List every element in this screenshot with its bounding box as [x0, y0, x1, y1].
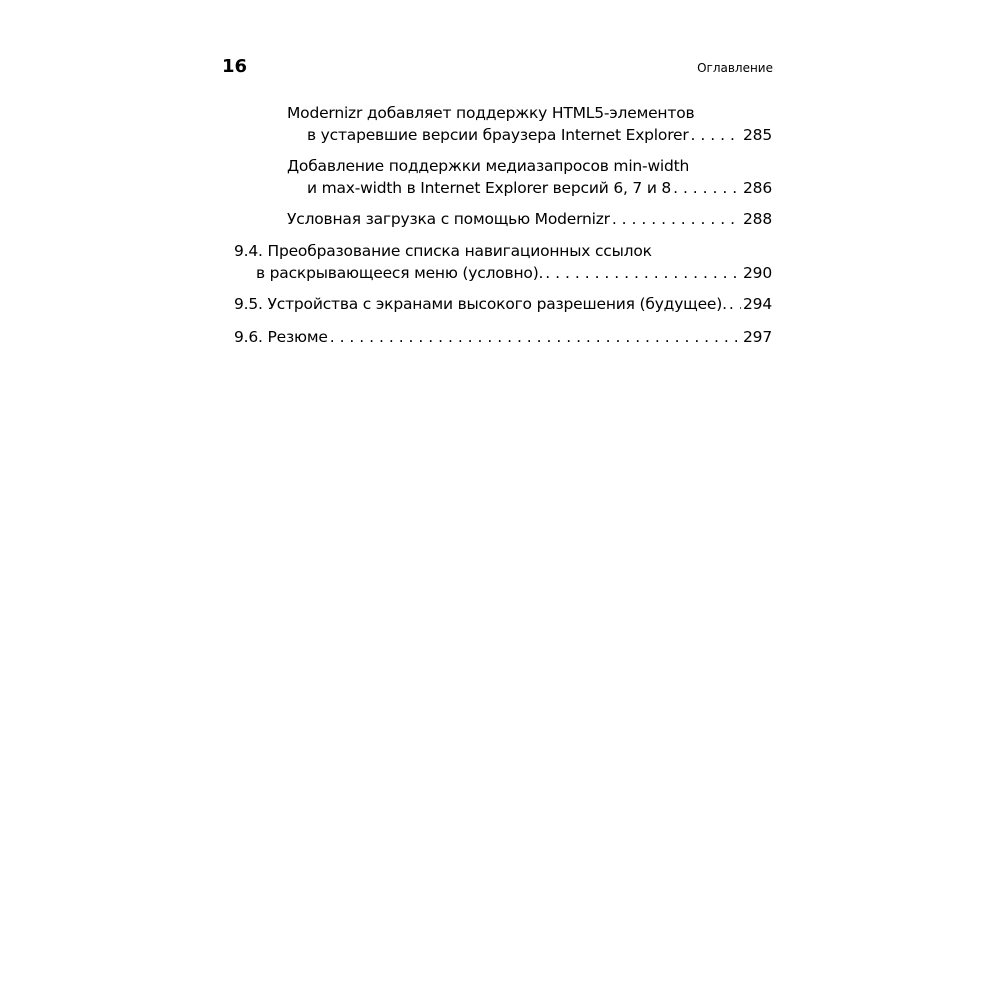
toc-entry-text-line1: 9.4. Преобразование списка навигационных ссылок [234, 242, 652, 260]
dot-leader [691, 124, 741, 146]
toc-entry-text-line2: в раскрывающееся меню (условно). [256, 264, 544, 282]
toc-entry-line-with-page [234, 293, 772, 315]
toc-page-number: 294 [743, 295, 772, 313]
toc-entry-text-line1: 9.6. Резюме [234, 328, 328, 346]
toc-page-number: 286 [743, 179, 772, 197]
toc-entry-text-line1: Условная загрузка с помощью Modernizr [287, 210, 610, 228]
toc-page-number: 288 [743, 210, 772, 228]
toc-entry-text-line1: Modernizr добавляет поддержку HTML5-элементов [287, 104, 695, 122]
dot-leader [612, 208, 741, 230]
toc-entry-line-with-page [256, 262, 772, 284]
toc-page-number: 285 [743, 126, 772, 144]
dot-leader [673, 177, 741, 199]
toc-page-number: 297 [743, 328, 772, 346]
toc-entry-text-line1: 9.5. Устройства с экранами высокого разрешения (будущее). [234, 295, 727, 313]
toc-entry-text-line2: в устаревшие версии браузера Internet Explorer [307, 126, 689, 144]
toc-entry-text-line1: Добавление поддержки медиазапросов min-width [287, 157, 690, 175]
toc-entry-text-line2: и max-width в Internet Explorer версий 6, 7 и 8 [307, 179, 672, 197]
running-head: Оглавление [697, 61, 773, 75]
toc-entry-line-with-page [234, 326, 772, 348]
toc-entry-line-with-page [307, 177, 772, 199]
toc-entry-line-with-page [287, 208, 772, 230]
dot-leader [330, 326, 741, 348]
page-number: 16 [222, 56, 248, 77]
dot-leader [545, 262, 741, 284]
toc-page-number: 290 [743, 264, 772, 282]
dot-leader [729, 293, 741, 315]
toc-entry-line-with-page [307, 124, 772, 146]
